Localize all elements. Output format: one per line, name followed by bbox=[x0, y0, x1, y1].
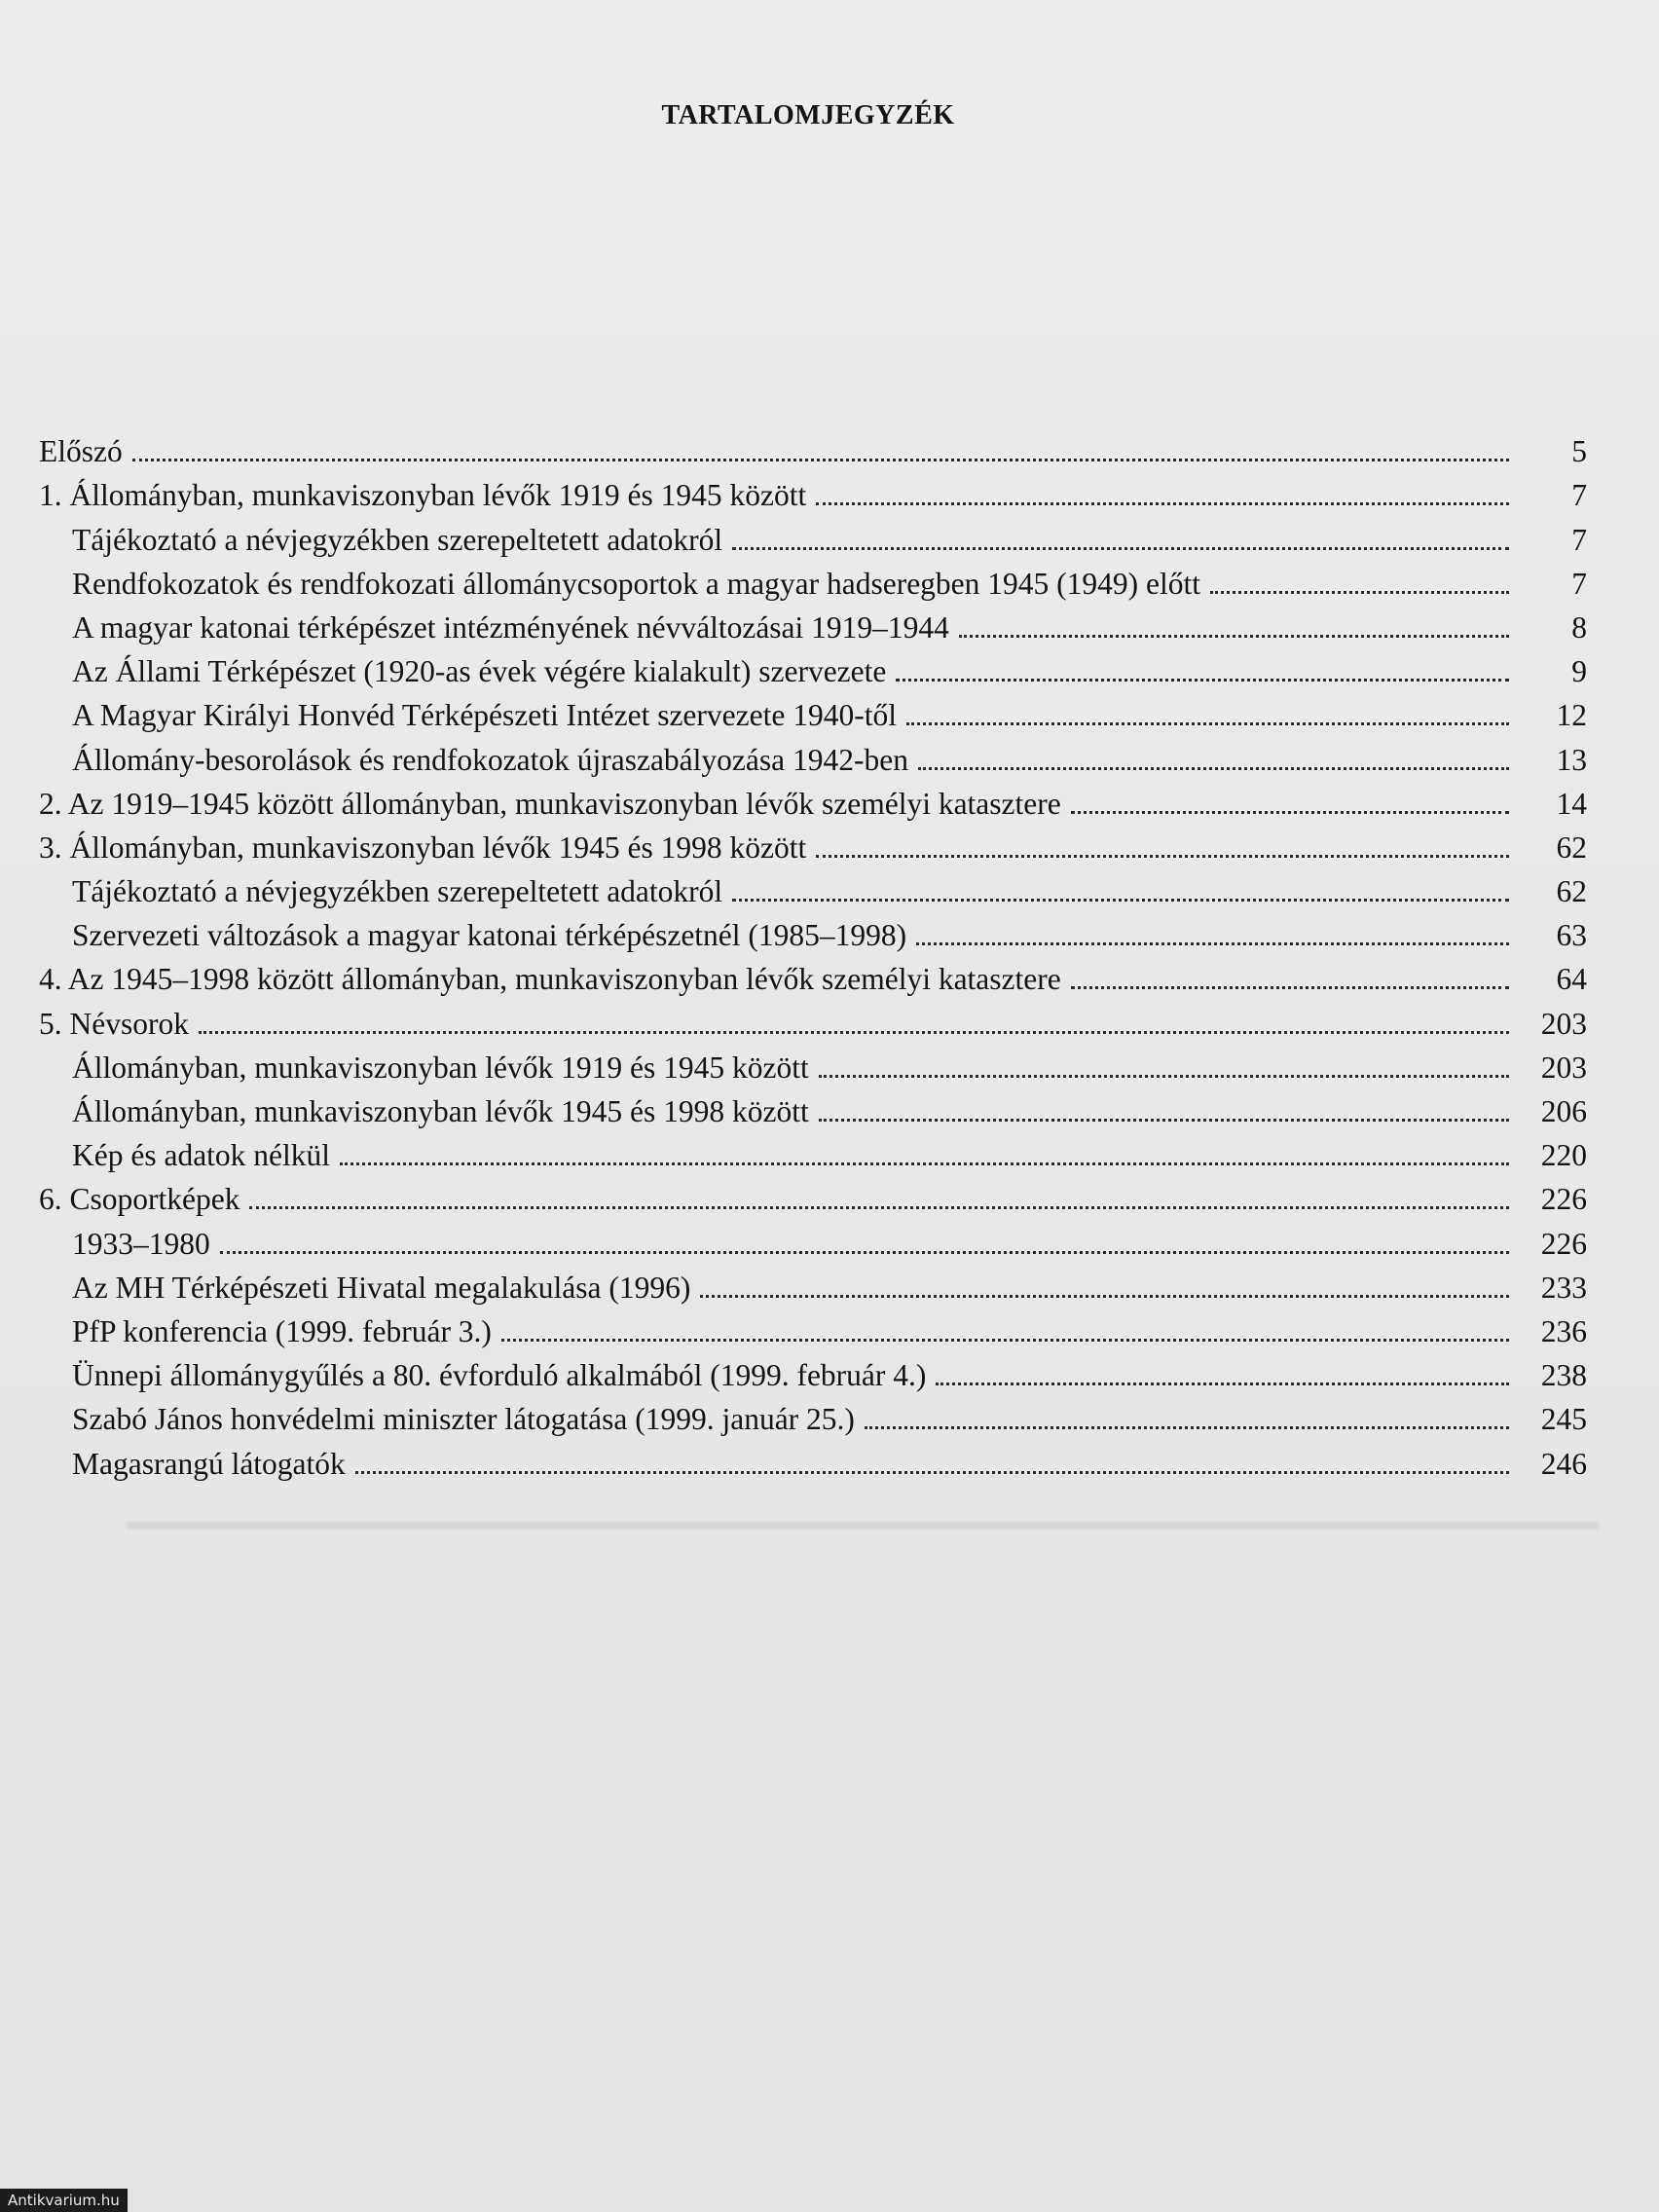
toc-entry-page-number: 203 bbox=[1540, 1050, 1587, 1085]
toc-entry bbox=[39, 425, 1587, 469]
toc-entry-title: 5. Névsorok bbox=[39, 1006, 189, 1041]
toc-entry-title: Rendfokozatok és rendfokozati állománycsoportok a magyar hadseregben 1945 (1949) előtt bbox=[72, 566, 1201, 601]
toc-entry bbox=[39, 558, 1587, 602]
toc-entry-page-number: 246 bbox=[1540, 1446, 1587, 1481]
toc-entry-page-number: 220 bbox=[1540, 1138, 1587, 1173]
dot-leader bbox=[732, 547, 1509, 550]
toc-entry-title: A magyar katonai térképészet intézményének névváltozásai 1919–1944 bbox=[72, 609, 949, 645]
toc-entry-page-number: 7 bbox=[1571, 522, 1587, 557]
toc-entry-title: 1. Állományban, munkaviszonyban lévők 1919 és 1945 között bbox=[39, 478, 807, 513]
dot-leader bbox=[1071, 811, 1509, 814]
toc-entry-page-number: 13 bbox=[1556, 742, 1587, 777]
toc-entry-page-number: 63 bbox=[1556, 918, 1587, 953]
toc-entry-page-number: 203 bbox=[1540, 1006, 1587, 1041]
toc-entry-page-number: 5 bbox=[1571, 434, 1587, 469]
toc-entry bbox=[39, 1086, 1587, 1129]
toc-entry bbox=[39, 1306, 1587, 1349]
toc-entry bbox=[39, 645, 1587, 689]
dot-leader bbox=[220, 1251, 1509, 1254]
toc-entry bbox=[39, 689, 1587, 733]
toc-entry-title: Állományban, munkaviszonyban lévők 1919 és 1945 között bbox=[72, 1050, 809, 1085]
dot-leader bbox=[819, 1119, 1509, 1122]
toc-entry bbox=[39, 1393, 1587, 1437]
dot-leader bbox=[819, 1075, 1509, 1078]
toc-entry-page-number: 12 bbox=[1556, 698, 1587, 733]
toc-entry bbox=[39, 1042, 1587, 1086]
toc-entry-page-number: 9 bbox=[1571, 654, 1587, 689]
toc-entry-page-number: 226 bbox=[1540, 1226, 1587, 1261]
toc-entry bbox=[39, 997, 1587, 1041]
toc-entry-title: 4. Az 1945–1998 között állományban, munkaviszonyban lévők személyi katasztere bbox=[39, 962, 1061, 997]
dot-leader bbox=[918, 767, 1509, 770]
dot-leader bbox=[896, 679, 1509, 682]
page-title: TARTALOMJEGYZÉK bbox=[661, 100, 955, 130]
dot-leader bbox=[132, 459, 1509, 461]
toc-entry bbox=[39, 1437, 1587, 1481]
bleed-through-texture: ▬▬▬▬▬▬▬▬▬▬▬▬▬▬▬▬▬▬▬▬▬▬▬▬▬▬▬▬▬▬▬▬▬▬▬▬▬▬▬▬▬▬▬▬▬▬▬▬▬▬▬▬▬▬▬▬ bbox=[127, 1506, 1599, 1535]
dot-leader bbox=[199, 1031, 1509, 1034]
dot-leader bbox=[936, 1382, 1509, 1385]
toc-entry-title: 6. Csoportképek bbox=[39, 1182, 240, 1217]
toc-entry bbox=[39, 953, 1587, 997]
toc-entry-title: PfP konferencia (1999. február 3.) bbox=[72, 1313, 492, 1348]
dot-leader bbox=[732, 899, 1509, 902]
toc-entry bbox=[39, 1262, 1587, 1306]
dot-leader bbox=[816, 855, 1509, 858]
toc-entry-page-number: 14 bbox=[1556, 786, 1587, 821]
toc-entry-page-number: 62 bbox=[1556, 874, 1587, 909]
toc-entry bbox=[39, 602, 1587, 645]
dot-leader bbox=[340, 1162, 1509, 1165]
toc-entry-page-number: 236 bbox=[1540, 1313, 1587, 1348]
toc-entry bbox=[39, 866, 1587, 909]
toc-entry-title: A Magyar Királyi Honvéd Térképészeti Intézet szervezete 1940-től bbox=[72, 698, 897, 733]
dot-leader bbox=[865, 1426, 1509, 1429]
toc-entry bbox=[39, 909, 1587, 953]
toc-entry bbox=[39, 1129, 1587, 1173]
toc-entry-title: Magasrangú látogatók bbox=[72, 1446, 346, 1481]
toc-entry-title: Előszó bbox=[39, 434, 123, 469]
toc-entry-page-number: 245 bbox=[1540, 1402, 1587, 1437]
dot-leader bbox=[906, 722, 1509, 725]
toc-entry-title: Kép és adatok nélkül bbox=[72, 1138, 331, 1173]
toc-entry-page-number: 233 bbox=[1540, 1270, 1587, 1305]
toc-entry-page-number: 64 bbox=[1556, 962, 1587, 997]
toc-entry-page-number: 8 bbox=[1571, 609, 1587, 645]
dot-leader bbox=[1071, 986, 1509, 989]
dot-leader bbox=[355, 1471, 1509, 1474]
dot-leader bbox=[249, 1206, 1509, 1209]
dot-leader bbox=[1210, 591, 1509, 594]
toc-entry bbox=[39, 1173, 1587, 1217]
toc-entry-title: 3. Állományban, munkaviszonyban lévők 1945 és 1998 között bbox=[39, 830, 807, 865]
toc-entry-title: Szabó János honvédelmi miniszter látogatása (1999. január 25.) bbox=[72, 1402, 855, 1437]
toc-entry-page-number: 62 bbox=[1556, 830, 1587, 865]
dot-leader bbox=[816, 502, 1509, 505]
toc-entry-page-number: 7 bbox=[1571, 566, 1587, 601]
dot-leader bbox=[501, 1339, 1509, 1342]
toc-entry-title: Állomány-besorolások és rendfokozatok újraszabályozása 1942-ben bbox=[72, 742, 908, 777]
toc-entry bbox=[39, 778, 1587, 822]
toc-entry bbox=[39, 1217, 1587, 1261]
toc-entry-page-number: 7 bbox=[1571, 478, 1587, 513]
toc-entry-title: Ünnepi állománygyűlés a 80. évforduló alkalmából (1999. február 4.) bbox=[72, 1358, 927, 1393]
table-of-contents bbox=[39, 425, 1587, 1482]
toc-entry-title: Tájékoztató a névjegyzékben szerepeltetett adatokról bbox=[72, 874, 723, 909]
toc-entry-page-number: 238 bbox=[1540, 1358, 1587, 1393]
dot-leader bbox=[959, 635, 1509, 638]
toc-entry-title: Tájékoztató a névjegyzékben szerepeltetett adatokról bbox=[72, 522, 723, 557]
toc-entry bbox=[39, 822, 1587, 866]
toc-entry-title: Állományban, munkaviszonyban lévők 1945 és 1998 között bbox=[72, 1094, 809, 1128]
toc-entry bbox=[39, 513, 1587, 557]
watermark: Antikvarium.hu bbox=[0, 2189, 128, 2212]
dot-leader bbox=[700, 1295, 1509, 1298]
toc-entry-title: Szervezeti változások a magyar katonai térképészetnél (1985–1998) bbox=[72, 918, 907, 953]
toc-entry-title: Az Állami Térképészet (1920-as évek végére kialakult) szervezete bbox=[72, 654, 887, 689]
toc-entry-page-number: 226 bbox=[1540, 1182, 1587, 1217]
toc-entry-title: 2. Az 1919–1945 között állományban, munkaviszonyban lévők személyi katasztere bbox=[39, 786, 1061, 821]
dot-leader bbox=[916, 942, 1509, 945]
toc-entry bbox=[39, 469, 1587, 513]
toc-entry bbox=[39, 733, 1587, 777]
toc-entry bbox=[39, 1349, 1587, 1393]
toc-entry-title: Az MH Térképészeti Hivatal megalakulása (1996) bbox=[72, 1270, 691, 1305]
toc-entry-page-number: 206 bbox=[1540, 1094, 1587, 1128]
toc-entry-title: 1933–1980 bbox=[72, 1226, 210, 1261]
